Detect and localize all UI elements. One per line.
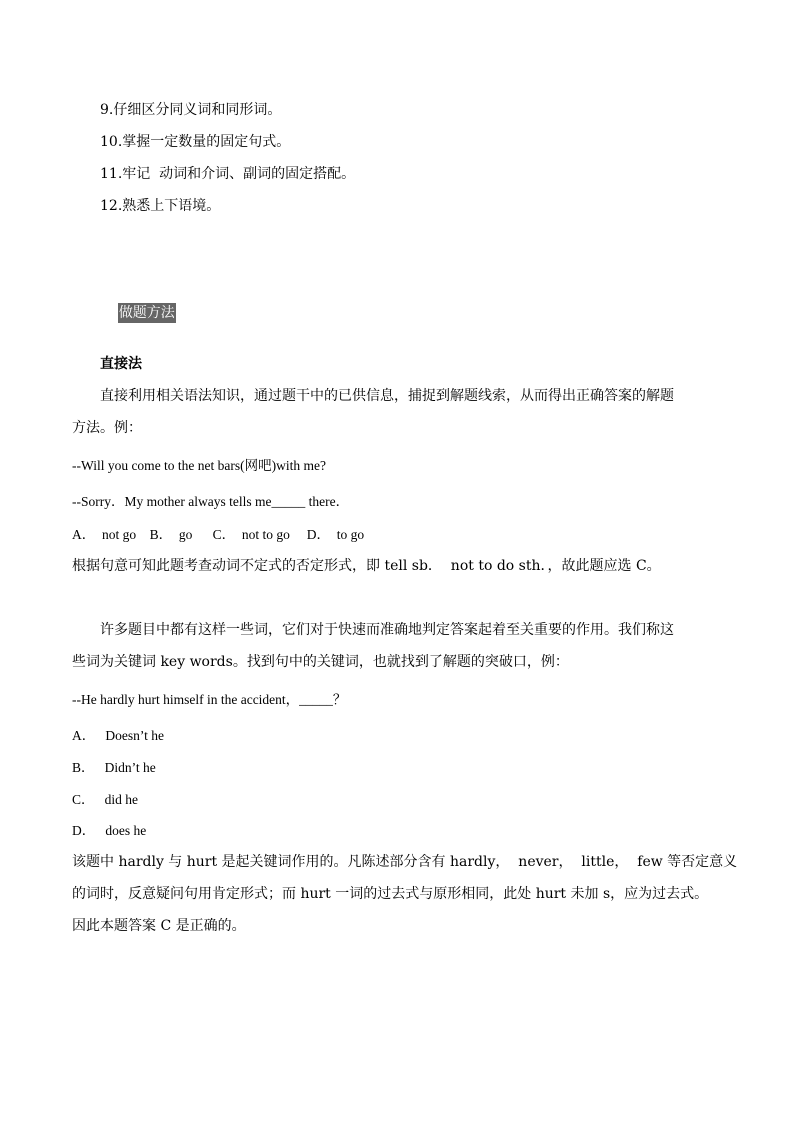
direct-method-intro-line2: 方法。例： [72,420,142,436]
question2-option-a: A． Doesn’t he [72,728,164,743]
keyword-method-intro-line2: 些词为关键词 key words。找到句中的关键词，也就找到了解题的突破口，例： [72,654,569,670]
question2-option-d: D． does he [72,823,147,838]
question1-options: A． not go B． go C． not to go D． to go [72,527,365,542]
question2-explanation-line1: 该题中 hardly 与 hurt 是起关键词作用的。凡陈述部分含有 hardly， never， little， few 等否定意义 [72,854,738,870]
list-item-11: 11.牢记 动词和介词、副词的固定搭配。 [100,166,356,182]
section-heading-label: 做题方法 [118,305,175,321]
direct-method-intro-line1: 直接利用相关语法知识，通过题干中的已供信息，捕捉到解题线索，从而得出正确答案的解题 [100,388,674,404]
question2: --He hardly hurt himself in the accident，_____？ [72,692,347,707]
list-item-9: 9.仔细区分同义词和同形词。 [100,102,282,118]
direct-method-title: 直接法 [100,356,142,372]
question2-explanation-line2: 的词时，反意疑问句用肯定形式；而 hurt 一词的过去式与原形相同，此处 hurt 未加 s，应为过去式。 [72,886,709,902]
question1-line1: --Will you come to the net bars(网吧)with me? [72,458,327,473]
question1-line2: --Sorry．My mother always tells me_____ there． [72,494,350,509]
section-heading [100,292,176,334]
question2-explanation-line3: 因此本题答案 C 是正确的。 [72,918,246,934]
question2-option-b: B． Didn’t he [72,760,156,775]
keyword-method-intro-line1: 许多题目中都有这样一些词，它们对于快速而准确地判定答案起着至关重要的作用。我们称这 [100,622,674,638]
list-item-12: 12.熟悉上下语境。 [100,198,221,214]
question2-option-c: C． did he [72,792,138,807]
question1-explanation: 根据句意可知此题考查动词不定式的否定形式，即 tell sb． not to do sth．，故此题应选 C。 [72,558,661,574]
list-item-10: 10.掌握一定数量的固定句式。 [100,134,291,150]
